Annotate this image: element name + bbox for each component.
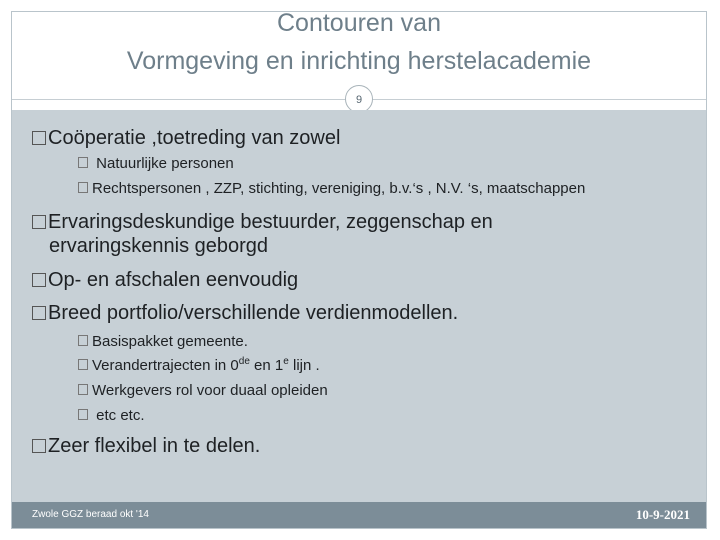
bullet-box-icon (78, 335, 88, 346)
slide-title (11, 4, 707, 80)
footer-text: Zwole GGZ beraad okt '14 (32, 509, 149, 520)
title-line-1: Contouren van (276, 9, 441, 37)
bullet-op-afschalen: Op- en afschalen eenvoudig (32, 268, 672, 292)
bullet-box-icon (78, 384, 88, 395)
footer-bar (12, 502, 706, 528)
content-area (12, 110, 706, 502)
bullet-box-icon (32, 273, 46, 287)
bullet-box-icon (78, 157, 88, 168)
bullet-box-icon (32, 215, 46, 229)
bullet-box-icon (78, 182, 88, 193)
sub-bullet-basispakket: Basispakket gemeente. (78, 332, 708, 352)
sub-bullet-natuurlijke: Natuurlijke personen (78, 154, 708, 174)
bullet-box-icon (78, 359, 88, 370)
bullet-box-icon (32, 131, 46, 145)
title-line-2: Vormgeving en inrichting herstelacademie (126, 47, 592, 75)
bullet-box-icon (32, 439, 46, 453)
sub-bullet-verandertrajecten: Verandertrajecten in 0de en 1e lijn . (78, 356, 708, 376)
bullet-ervaringsdeskundige-cont: ervaringskennis geborgd (49, 235, 269, 257)
footer-date: 10-9-2021 (635, 507, 690, 522)
bullet-box-icon (32, 306, 46, 320)
bullet-zeer-flexibel: Zeer flexibel in te delen. (32, 434, 672, 458)
page-number-badge: 9 (345, 85, 373, 113)
bullet-breed-portfolio: Breed portfolio/verschillende verdienmodellen. (32, 301, 672, 325)
bullet-ervaringsdeskundige: Ervaringsdeskundige bestuurder, zeggenschap en (32, 210, 672, 234)
sub-bullet-werkgevers: Werkgevers rol voor duaal opleiden (78, 381, 708, 401)
bullet-cooperatie: Coöperatie ,toetreding van zowel (32, 126, 672, 150)
sub-bullet-rechtspersonen: Rechtspersonen , ZZP, stichting, vereniging, b.v.‘s , N.V. ‘s, maatschappen (78, 179, 708, 199)
bullet-box-icon (78, 409, 88, 420)
sub-bullet-etc: etc etc. (78, 406, 708, 426)
